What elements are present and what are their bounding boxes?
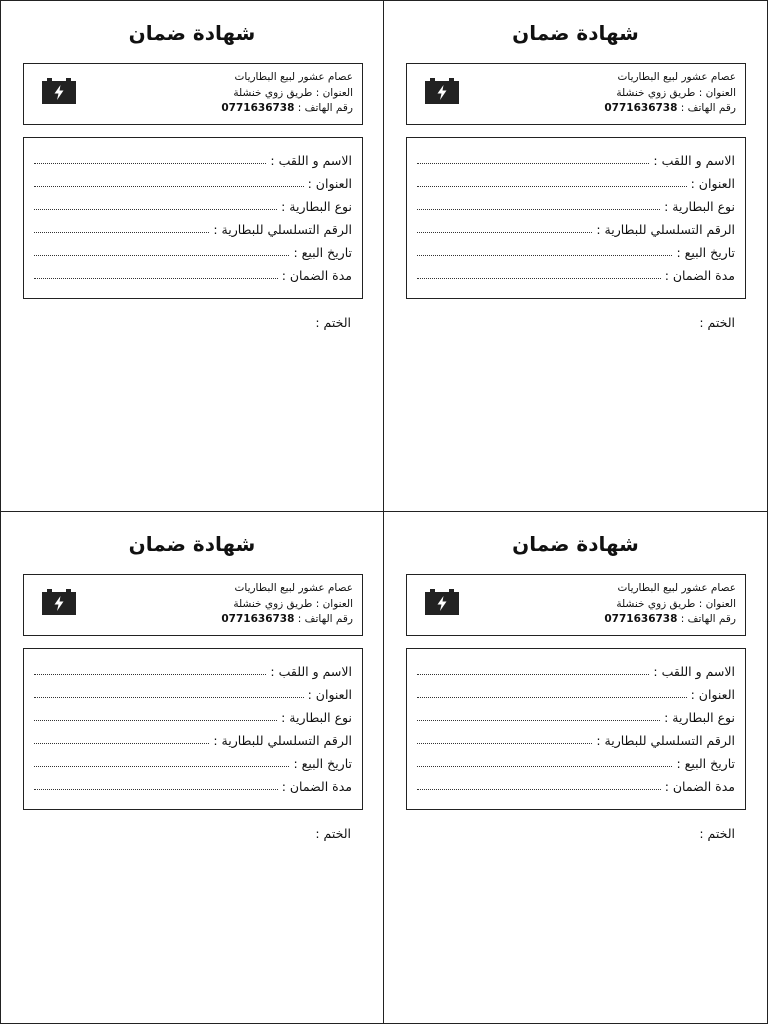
field-address[interactable] [417, 682, 735, 702]
dotted-line [417, 185, 687, 187]
dotted-line [34, 719, 277, 721]
stamp-label: الختم : [699, 315, 735, 330]
field-warranty-period[interactable] [34, 774, 352, 794]
shop-address: العنوان : طريق زوي خنشلة [616, 86, 736, 99]
field-label: مدة الضمان : [664, 779, 735, 794]
dotted-line [417, 788, 661, 790]
dotted-line [417, 719, 660, 721]
battery-icon [424, 588, 460, 616]
field-address[interactable] [34, 171, 352, 191]
field-label: تاريخ البيع : [293, 756, 352, 771]
phone-label: رقم الهاتف : [677, 613, 736, 625]
dotted-line [417, 765, 672, 767]
field-full-name[interactable] [34, 659, 352, 679]
phone-number: 0771636738 [604, 102, 678, 114]
field-label: مدة الضمان : [664, 268, 735, 283]
field-warranty-period[interactable] [34, 263, 352, 283]
customer-fields-box [23, 648, 363, 810]
dotted-line [417, 696, 687, 698]
field-battery-type[interactable] [417, 194, 735, 214]
field-label: نوع البطارية : [281, 710, 352, 725]
dotted-line [417, 162, 649, 164]
dotted-line [34, 765, 289, 767]
field-label: نوع البطارية : [664, 710, 735, 725]
certificate-title: شهادة ضمان [128, 532, 256, 556]
field-address[interactable] [417, 171, 735, 191]
field-full-name[interactable] [417, 659, 735, 679]
dotted-line [417, 742, 592, 744]
field-label: الاسم و اللقب : [653, 664, 735, 679]
field-sale-date[interactable] [34, 240, 352, 260]
customer-fields-box [23, 137, 363, 299]
phone-label: رقم الهاتف : [294, 102, 353, 114]
shop-name: عصام عشور لبيع البطاريات [234, 71, 353, 83]
shop-info-box [406, 63, 746, 125]
dotted-line [34, 254, 289, 256]
shop-info-box [23, 63, 363, 125]
dotted-line [34, 696, 304, 698]
certificate-title: شهادة ضمان [512, 21, 639, 45]
shop-phone [221, 101, 353, 117]
shop-info [604, 70, 736, 117]
stamp-label: الختم : [699, 826, 735, 841]
dotted-line [34, 185, 304, 187]
battery-icon [424, 77, 460, 105]
warranty-card [0, 512, 384, 1024]
dotted-line [417, 277, 661, 279]
field-label: تاريخ البيع : [293, 245, 352, 260]
field-full-name[interactable] [417, 148, 735, 168]
field-label: الاسم و اللقب : [270, 664, 352, 679]
field-warranty-period[interactable] [417, 263, 735, 283]
field-label: تاريخ البيع : [676, 756, 735, 771]
dotted-line [417, 208, 660, 210]
shop-address: العنوان : طريق زوي خنشلة [233, 597, 353, 610]
customer-fields-box [406, 648, 746, 810]
field-warranty-period[interactable] [417, 774, 735, 794]
field-serial-number[interactable] [417, 728, 735, 748]
shop-name: عصام عشور لبيع البطاريات [617, 582, 736, 594]
shop-address: العنوان : طريق زوي خنشلة [233, 86, 353, 99]
field-label: مدة الضمان : [281, 268, 352, 283]
field-label: العنوان : [690, 176, 735, 191]
warranty-card [384, 512, 768, 1024]
field-serial-number[interactable] [34, 728, 352, 748]
dotted-line [34, 231, 209, 233]
shop-info [604, 581, 736, 628]
field-sale-date[interactable] [34, 751, 352, 771]
field-label: الرقم التسلسلي للبطارية : [213, 222, 352, 237]
dotted-line [417, 254, 672, 256]
shop-name: عصام عشور لبيع البطاريات [617, 71, 736, 83]
field-label: العنوان : [690, 687, 735, 702]
dotted-line [34, 277, 278, 279]
certificate-title: شهادة ضمان [512, 532, 639, 556]
customer-fields-box [406, 137, 746, 299]
field-serial-number[interactable] [417, 217, 735, 237]
dotted-line [34, 208, 277, 210]
field-label: العنوان : [307, 687, 352, 702]
field-label: العنوان : [307, 176, 352, 191]
phone-label: رقم الهاتف : [294, 613, 353, 625]
field-battery-type[interactable] [34, 705, 352, 725]
field-label: الاسم و اللقب : [270, 153, 352, 168]
field-battery-type[interactable] [417, 705, 735, 725]
shop-info-box [406, 574, 746, 636]
stamp-label: الختم : [315, 315, 351, 330]
field-sale-date[interactable] [417, 751, 735, 771]
phone-number: 0771636738 [604, 613, 678, 625]
shop-phone [604, 101, 736, 117]
shop-phone [221, 612, 353, 628]
field-battery-type[interactable] [34, 194, 352, 214]
dotted-line [417, 673, 649, 675]
field-serial-number[interactable] [34, 217, 352, 237]
field-label: نوع البطارية : [281, 199, 352, 214]
phone-label: رقم الهاتف : [677, 102, 736, 114]
phone-number: 0771636738 [221, 102, 295, 114]
field-full-name[interactable] [34, 148, 352, 168]
field-label: الرقم التسلسلي للبطارية : [596, 733, 735, 748]
shop-info-box [23, 574, 363, 636]
battery-icon [41, 77, 77, 105]
field-label: الاسم و اللقب : [653, 153, 735, 168]
dotted-line [34, 788, 278, 790]
field-label: مدة الضمان : [281, 779, 352, 794]
field-address[interactable] [34, 682, 352, 702]
dotted-line [417, 231, 592, 233]
stamp-label: الختم : [315, 826, 351, 841]
field-label: الرقم التسلسلي للبطارية : [596, 222, 735, 237]
warranty-card [0, 0, 384, 512]
dotted-line [34, 742, 209, 744]
shop-phone [604, 612, 736, 628]
shop-name: عصام عشور لبيع البطاريات [234, 582, 353, 594]
field-label: الرقم التسلسلي للبطارية : [213, 733, 352, 748]
field-sale-date[interactable] [417, 240, 735, 260]
field-label: تاريخ البيع : [676, 245, 735, 260]
shop-info [221, 70, 353, 117]
certificate-title: شهادة ضمان [128, 21, 256, 45]
dotted-line [34, 162, 266, 164]
shop-info [221, 581, 353, 628]
shop-address: العنوان : طريق زوي خنشلة [616, 597, 736, 610]
battery-icon [41, 588, 77, 616]
warranty-card [384, 0, 768, 512]
phone-number: 0771636738 [221, 613, 295, 625]
dotted-line [34, 673, 266, 675]
field-label: نوع البطارية : [664, 199, 735, 214]
